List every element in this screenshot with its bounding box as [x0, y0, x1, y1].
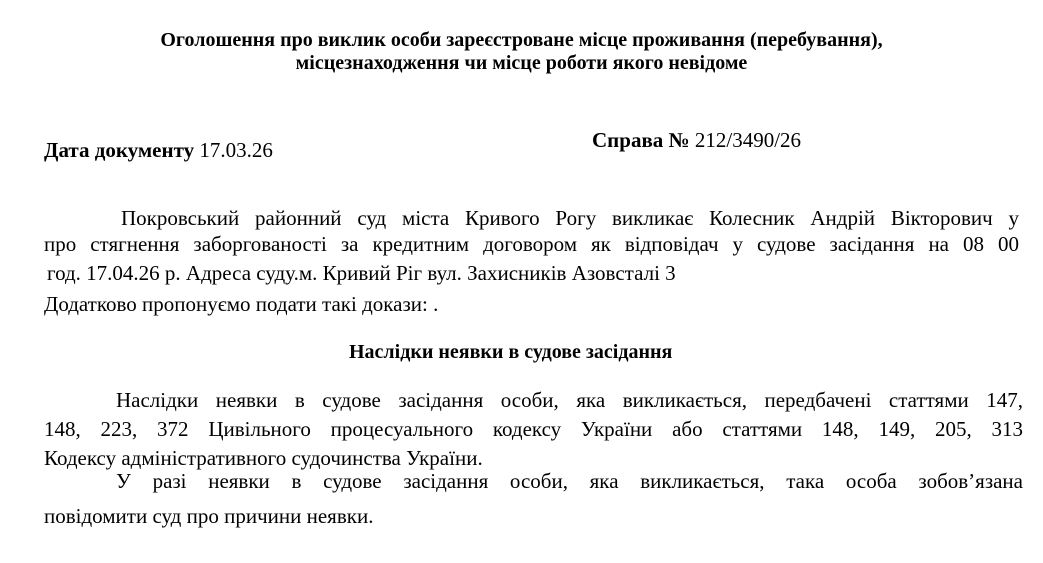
consequences-paragraph-1-line-2: 148, 223, 372 Цивільного процесуального кодексу України або статтями 148, 149, 205, 313: [44, 417, 1023, 441]
consequences-paragraph-1-line-1: Наслідки неявки в судове засідання особи, яка викликається, передбачені статтями 147,: [116, 388, 1023, 412]
case-number-value: 212/3490/26: [694, 128, 802, 152]
case-number: [592, 128, 801, 152]
summons-line-2: про стягнення заборгованості за кредитним договором як відповідач у судове засідання на 08 00: [44, 232, 1019, 256]
document-date-label: Дата документу: [44, 138, 195, 162]
summons-line-1: Покровський районний суд міста Кривого Рогу викликає Колесник Андрій Вікторович у: [121, 206, 1019, 230]
summons-line-4: Додатково пропонуємо подати такі докази: .: [44, 292, 439, 316]
summons-line-3: год. 17.04.26 р. Адреса суду.м. Кривий Ріг вул. Захисників Азовсталі 3: [47, 261, 676, 285]
notice-title-line-1: Оголошення про виклик особи зареєстроване місце проживання (перебування),: [160, 29, 883, 51]
consequences-paragraph-1-line-3: Кодексу адміністративного судочинства України.: [44, 446, 483, 470]
case-number-label: Справа №: [592, 128, 690, 152]
consequences-heading: Наслідки неявки в судове засідання: [349, 341, 673, 363]
document-date-value: 17.03.26: [199, 138, 273, 162]
consequences-paragraph-2-line-2: повідомити суд про причини неявки.: [44, 504, 374, 528]
notice-title-line-2: місцезнаходження чи місце роботи якого невідоме: [295, 52, 748, 74]
document-date: [44, 138, 273, 162]
consequences-paragraph-2-line-1: У разі неявки в судове засідання особи, яка викликається, така особа зобов’язана: [116, 469, 1023, 493]
